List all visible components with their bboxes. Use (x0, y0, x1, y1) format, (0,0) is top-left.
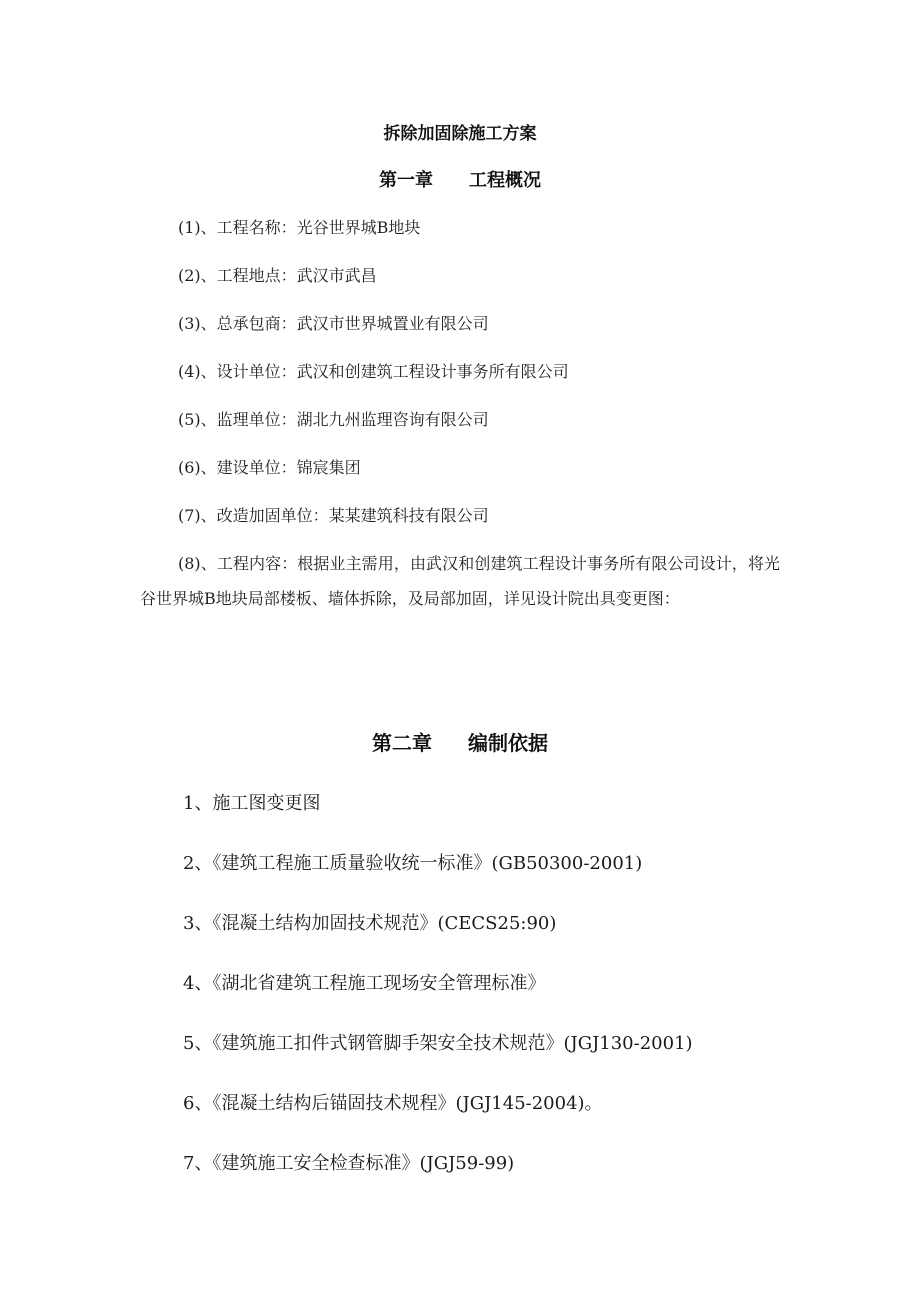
overview-item: (5)、监理单位：湖北九州监理咨询有限公司 (178, 410, 489, 429)
overview-item: (3)、总承包商：武汉市世界城置业有限公司 (178, 314, 489, 333)
overview-item: (4)、设计单位：武汉和创建筑工程设计事务所有限公司 (178, 362, 569, 381)
overview-item: (6)、建设单位：锦宸集团 (178, 458, 361, 477)
chapter-2-number: 第二章 (372, 731, 432, 755)
chapter-2-name: 编制依据 (468, 731, 548, 755)
chapter-2-heading (0, 727, 920, 756)
overview-item: (1)、工程名称：光谷世界城B地块 (178, 218, 421, 237)
chapter-1-heading (0, 166, 920, 192)
content-paragraph: (8)、工程内容：根据业主需用，由武汉和创建筑工程设计事务所有限公司设计，将光谷世界城B地块局部楼板、墙体拆除，及局部加固，详见设计院出具变更图： (140, 554, 780, 608)
reference-item: 3、《混凝土结构加固技术规范》(CECS25:90) (183, 913, 557, 934)
reference-item: 1、施工图变更图 (183, 793, 321, 814)
chapter-1-number: 第一章 (379, 170, 433, 191)
reference-item: 4、《湖北省建筑工程施工现场安全管理标准》 (183, 973, 546, 994)
reference-item: 5、《建筑施工扣件式钢管脚手架安全技术规范》(JGJ130-2001) (183, 1033, 693, 1054)
document-title: 拆除加固除施工方案 (383, 124, 537, 144)
reference-item: 6、《混凝土结构后锚固技术规程》(JGJ145-2004)。 (183, 1093, 603, 1114)
chapter-1-name: 工程概况 (469, 170, 541, 191)
overview-item: (2)、工程地点：武汉市武昌 (178, 266, 377, 285)
reference-item: 2、《建筑工程施工质量验收统一标准》(GB50300-2001) (183, 853, 643, 874)
overview-item: (7)、改造加固单位：某某建筑科技有限公司 (178, 506, 489, 525)
reference-item: 7、《建筑施工安全检查标准》(JGJ59-99) (183, 1153, 515, 1174)
